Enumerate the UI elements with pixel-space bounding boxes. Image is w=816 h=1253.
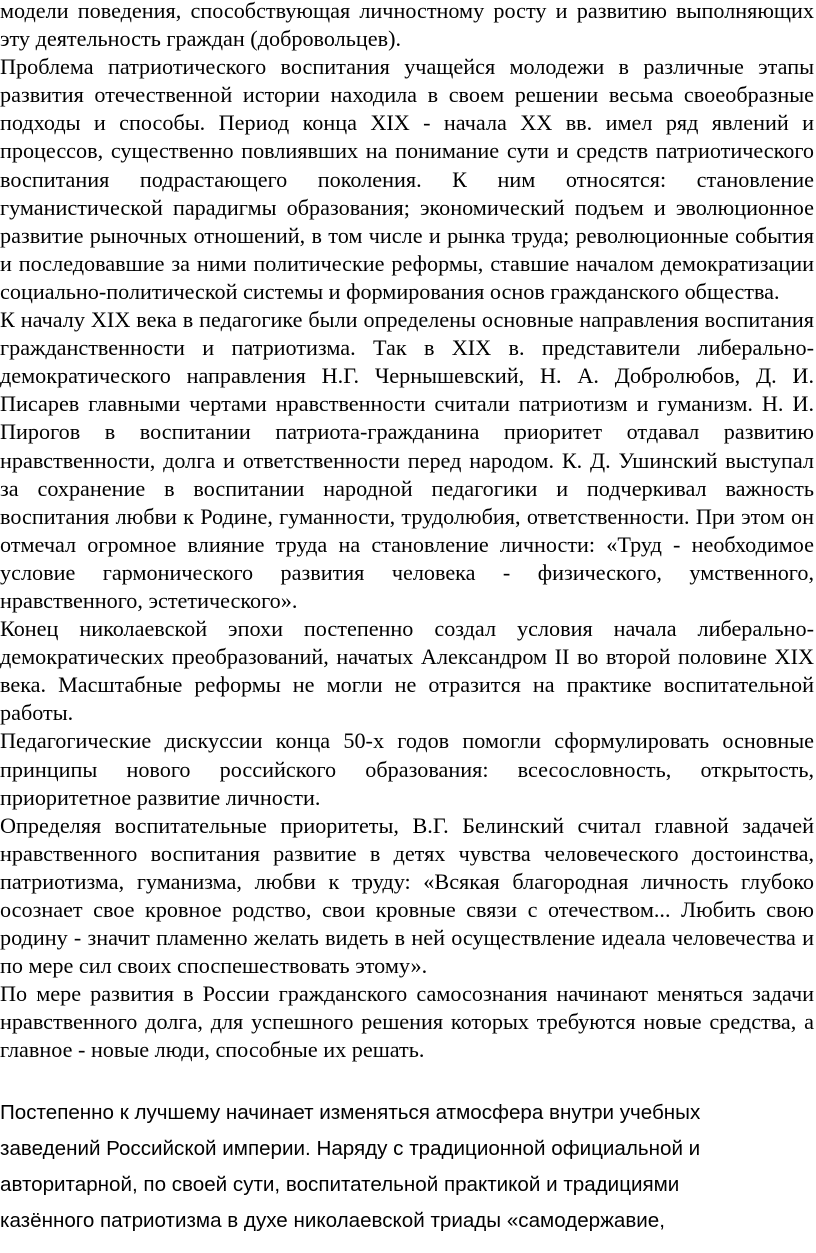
paragraph-xix-century-pedagogy: К началу XIX века в педагогике были определены основные направления воспитания гражданственности и патриотизма. Так в XIX в. представители либерально-демократического направления Н.Г. Чернышевский, Н. А. Добролюбов, Д. И. Писарев главными чертами нравственности считали патриотизм и гуманизм. Н. И. Пирогов в воспитании патриота-гражданина приоритет отдавал развитию нравственности, долга и ответственности перед народом. К. Д. Ушинский выступал за сохранение в воспитании народной педагогики и подчеркивал важность воспитания любви к Родине, гуманности, трудолюбия, ответственности. При этом он отмечал огромное влияние труда на становление личности: «Труд - необходимое условие гармонического развития человека - физического, умственного, нравственного, эстетического». — [0, 307, 814, 613]
paragraph-pedagogical-discussions: Педагогические дискуссии конца 50-х годов помогли сформулировать основные принципы нового российского образования: всесословность, открытость, приоритетное развитие личности. — [0, 728, 814, 810]
paragraph-atmosphere-change — [0, 1095, 814, 1239]
paragraph-civic-self-awareness: По мере развития в России гражданского самосознания начинают меняться задачи нравственного долга, для успешного решения которых требуются новые средства, а главное - новые люди, способные их решать. — [0, 981, 814, 1063]
text-line: авторитарной, по своей сути, воспитательной практикой и традициями — [0, 1173, 680, 1196]
text-line: казённого патриотизма в духе николаевской триады «самодержавие, — [0, 1209, 665, 1232]
paragraph-patriotic-education-problem: Проблема патриотического воспитания учащейся молодежи в различные этапы развития отечественной истории находила в своем решении весьма своеобразные подходы и способы. Период конца XIX - начала XX вв. имел ряд явлений и процессов, существенно повлиявших на понимание сути и средств патриотического воспитания подрастающего поколения. К ним относятся: становление гуманистической парадигмы образования; экономический подъем и эволюционное развитие рыночных отношений, в том числе и рынка труда; революционные события и последовавшие за ними политические реформы, ставшие началом демократизации социально-политической системы и формирования основ гражданского общества. — [0, 54, 814, 304]
text-line: Постепенно к лучшему начинает изменяться атмосфера внутри учебных — [0, 1101, 701, 1124]
paragraph-belinsky: Определяя воспитательные приоритеты, В.Г. Белинский считал главной задачей нравственного воспитания развитие в детях чувства человеческого достоинства, патриотизма, гуманизма, любви к труду: «Всякая благородная личность глубоко осознает свое кровное родство, свои кровные связи с отечеством... Любить свою родину - значит пламенно желать видеть в ней осуществление идеала человечества и по мере сил своих споспешествовать этому». — [0, 812, 814, 979]
text-line: заведений Российской империи. Наряду с традиционной официальной и — [0, 1137, 701, 1160]
paragraph-continuation: модели поведения, способствующая личностному росту и развитию выполняющих эту деятельность граждан (добровольцев). — [0, 0, 814, 52]
paragraph-nicholas-era-end: Конец николаевской эпохи постепенно создал условия начала либерально-демократических преобразований, начатых Александром II во второй половине XIX века. Масштабные реформы не могли не отразится на практике воспитательной работы. — [0, 616, 814, 726]
